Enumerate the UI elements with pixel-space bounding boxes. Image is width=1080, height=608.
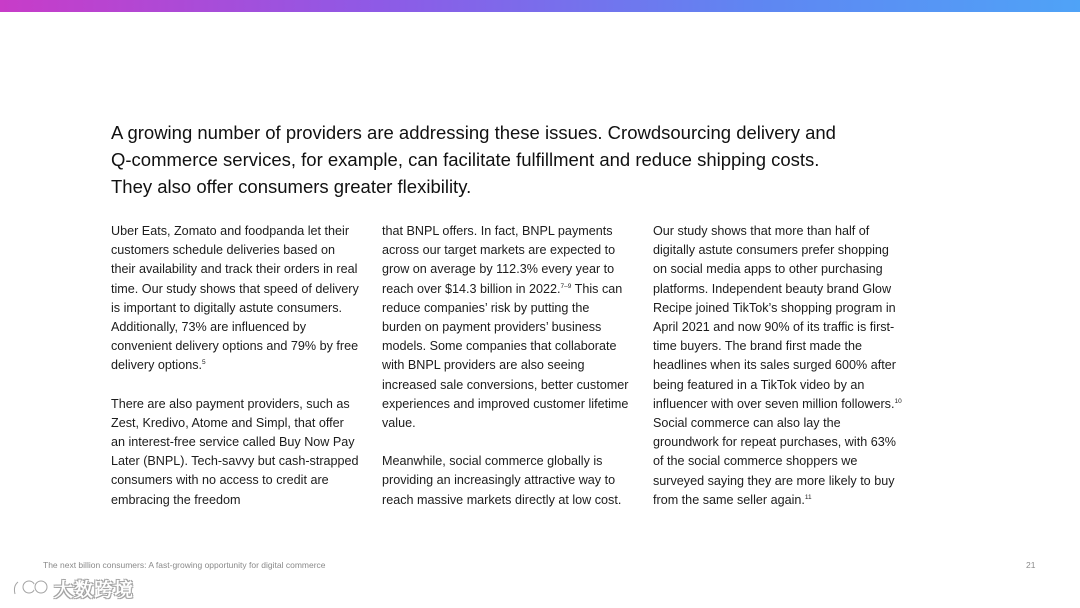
col2-p2-text: Meanwhile, social commerce globally is providing an increasingly attractive way to reach massive markets directly at low cost. [382,454,622,507]
footnote-ref: 5 [202,359,206,367]
page-number: 21 [1026,560,1036,570]
body-column-1 [111,222,361,529]
col2-paragraph-1 [382,222,632,433]
lead-line-3: They also offer consumers greater flexibility. [111,176,472,197]
lead-line-2: Q-commerce services, for example, can facilitate fulfillment and reduce shipping costs. [111,149,820,170]
col3-p1b-text: Social commerce can also lay the groundwork for repeat purchases, with 63% of the social commerce shoppers we surveyed saying they are more likely to buy from the same seller again. [653,416,896,507]
col2-p1b-text: This can reduce companies’ risk by putting the burden on payment providers’ business models. Some companies that collaborate with BNPL providers are also seeing increased sale conversions, better customer experiences and improved customer lifetime value. [382,281,629,431]
col3-paragraph-1 [653,222,903,510]
col1-paragraph-2 [111,395,361,510]
col1-p1-text: Uber Eats, Zomato and foodpanda let their customers schedule deliveries based on their availability and track their orders in real time. Our study shows that speed of delivery is important to digitally astute consumers. Additionally, 73% are influenced by convenient delivery options and 79% by free delivery options. [111,224,359,373]
footnote-ref: 10 [894,397,902,405]
col3-p1a-text: Our study shows that more than half of digitally astute consumers prefer shopping on social media apps to other purchasing platforms. Independent beauty brand Glow Recipe joined TikTok’s shopping program in April 2021 and now 90% of its traffic is first-time buyers. The brand first made the headlines when its sales surged 600% after being featured in a TikTok video by an influencer with over seven million followers. [653,224,896,411]
col2-paragraph-2 [382,452,632,510]
col1-paragraph-1 [111,222,361,376]
body-column-2 [382,222,632,529]
col2-p1a-text: that BNPL offers. In fact, BNPL payments across our target markets are expected to grow on average by 112.3% every year to reach over $14.3 billion in 2022. [382,224,616,296]
footnote-ref: 7–9 [560,282,572,290]
lead-paragraph [111,119,911,200]
top-gradient-bar [0,0,1080,12]
lead-line-1: A growing number of providers are addressing these issues. Crowdsourcing delivery and [111,122,836,143]
footnote-ref: 11 [804,493,812,501]
watermark-text: 大数跨境 [54,578,135,601]
col1-p2-text: There are also payment providers, such as Zest, Kredivo, Atome and Simpl, that offer an interest-free service called Buy Now Pay Later (BNPL). Tech-savvy but cash-strapped consumers with no access to credit are embracing the freedom [111,396,359,507]
watermark-logo-icon [10,576,50,600]
watermark [10,574,134,602]
footer-title: The next billion consumers: A fast-growing opportunity for digital commerce [43,560,326,570]
body-column-3 [653,222,903,529]
